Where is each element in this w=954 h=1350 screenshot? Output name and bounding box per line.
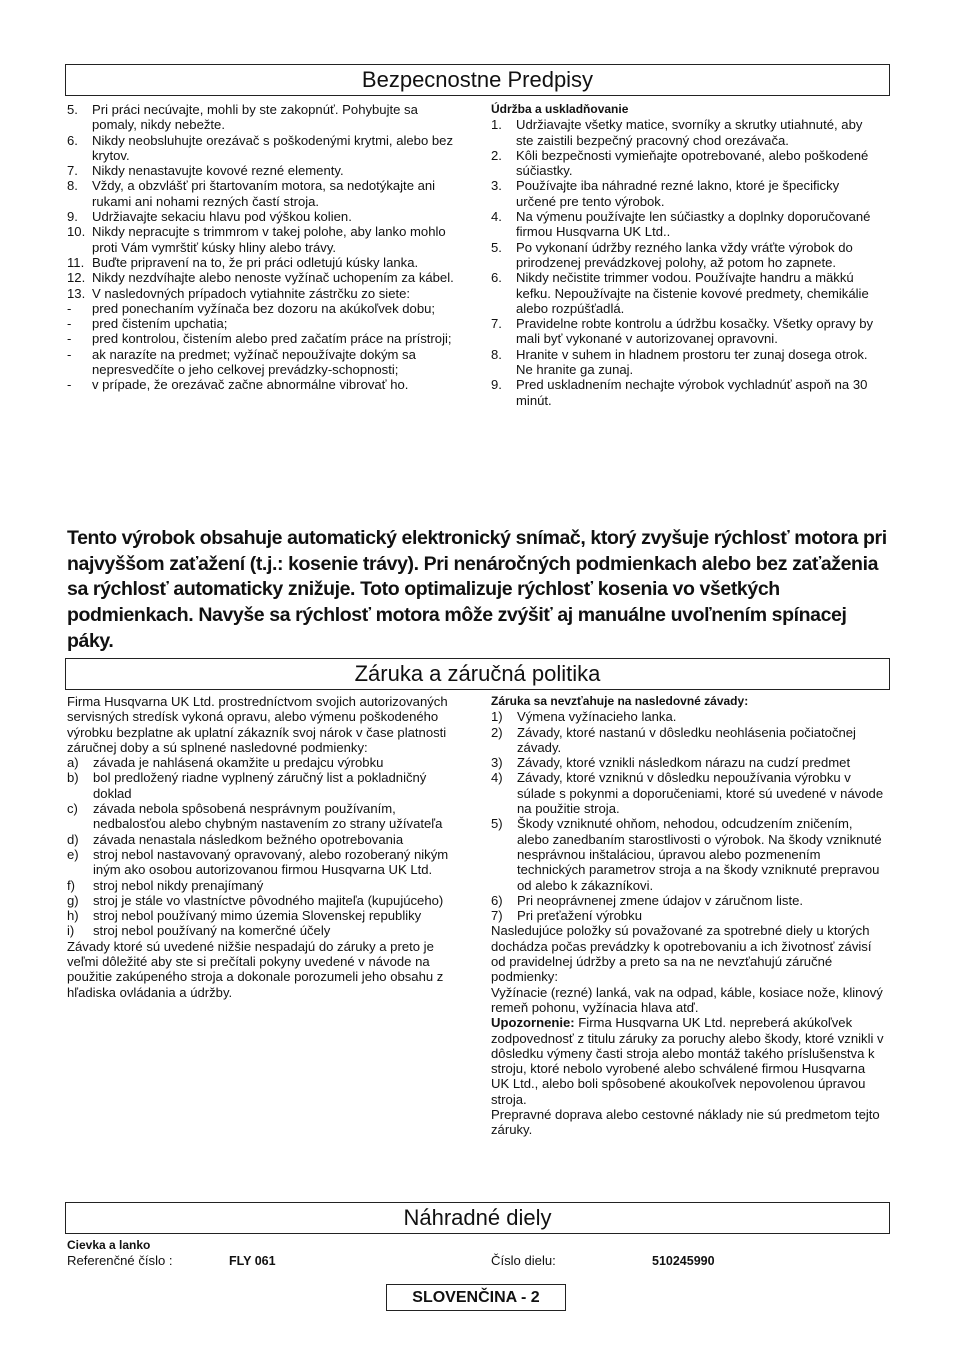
item-text: Buďte pripravení na to, že pri práci odletujú kúsky lanka. bbox=[92, 254, 419, 270]
item-text: Používajte iba náhradné rezné lakno, ktoré je špecificky určené pre tento výrobok. bbox=[516, 178, 840, 209]
list-item bbox=[67, 908, 467, 923]
item-marker: 1. bbox=[491, 117, 502, 133]
spares-title-box bbox=[65, 1202, 890, 1234]
exclusions-list bbox=[491, 709, 886, 923]
item-marker: 4) bbox=[491, 770, 503, 786]
item-text: závada je nahlásená okamžite u predajcu výrobku bbox=[93, 755, 384, 771]
list-item bbox=[491, 347, 881, 378]
item-marker: h) bbox=[67, 908, 79, 924]
list-item bbox=[491, 148, 881, 179]
item-text: Po vykonaní údržby rezného lanka vždy vráťte výrobok do prirodzenej prevádzkovej polohy, až potom ho zapnete. bbox=[516, 239, 853, 270]
list-item bbox=[491, 725, 886, 756]
list-item bbox=[67, 133, 464, 164]
item-text: Hranite v suhem in hladnem prostoru ter zunaj dosega otrok. Ne hranite ga zunaj. bbox=[516, 346, 868, 378]
item-marker: - bbox=[67, 331, 72, 347]
item-text: Výmena vyžínacieho lanka. bbox=[517, 709, 677, 725]
item-text: závada nenastala následkom bežného opotrebovania bbox=[93, 831, 404, 847]
item-marker: 2. bbox=[491, 147, 502, 163]
item-text: Nikdy nezdvíhajte alebo nenoste vyžínač uchopením za kábel. bbox=[92, 270, 454, 286]
item-marker: g) bbox=[67, 892, 79, 908]
item-text: Nikdy nepracujte s trimmrom v takej polohe, aby lanko mohlo proti Vám vymrštiť kúsky hliny alebo trávy. bbox=[92, 224, 446, 255]
list-item bbox=[67, 832, 467, 847]
item-marker: 7) bbox=[491, 908, 503, 924]
item-marker: 9. bbox=[491, 377, 502, 393]
item-marker: 3. bbox=[491, 178, 502, 194]
list-item bbox=[491, 908, 886, 923]
warranty-right-column bbox=[491, 694, 886, 1138]
item-marker: 12. bbox=[67, 270, 86, 286]
item-text: bol predložený riadne vyplnený záručný list a pokladničný doklad bbox=[93, 770, 427, 801]
item-marker: - bbox=[67, 346, 72, 362]
item-marker: 7. bbox=[491, 316, 502, 332]
item-marker: 8. bbox=[491, 346, 502, 362]
warning-label: Upozornenie: bbox=[491, 1015, 575, 1031]
warranty-outro: Závady ktoré sú uvedené nižšie nespadajú do záruky a preto je veľmi dôležité aby ste si prečítali pokyny uvedené v návode na použitie zakúpeného stroja a dokonale porozumeli jeho obsahu z hľadiska ovládania a údržby. bbox=[67, 938, 444, 1000]
item-marker: 4. bbox=[491, 209, 502, 225]
part-label: Číslo dielu: bbox=[491, 1253, 556, 1268]
warning-paragraph bbox=[491, 1015, 886, 1107]
item-marker: 9. bbox=[67, 209, 78, 225]
item-text: stroj je stále vo vlastníctve pôvodného majiteľa (kupujúceho) bbox=[93, 892, 444, 908]
item-marker: 7. bbox=[67, 163, 78, 179]
item-marker: 13. bbox=[67, 285, 86, 301]
list-item bbox=[67, 102, 464, 133]
list-item bbox=[491, 709, 886, 724]
list-item bbox=[67, 178, 464, 209]
item-text: Pri neoprávnenej zmene údajov v záručnom liste. bbox=[517, 892, 804, 908]
safety-left-list bbox=[67, 102, 464, 393]
item-text: Závady, ktoré vzniknú v dôsledku nepoužívania výrobku v súlade s pokynmi a doporučeniami, ktoré sú uvedené v návode na použitie stroja. bbox=[517, 770, 884, 817]
item-marker: 6. bbox=[491, 270, 502, 286]
item-marker: f) bbox=[67, 877, 75, 893]
item-marker: 5. bbox=[491, 239, 502, 255]
list-item bbox=[67, 377, 464, 392]
list-item bbox=[67, 209, 464, 224]
item-text: Pri preťažení výrobku bbox=[517, 908, 642, 924]
list-item bbox=[67, 878, 467, 893]
list-item bbox=[67, 923, 467, 938]
list-item bbox=[491, 117, 881, 148]
list-item bbox=[491, 377, 881, 408]
item-marker: 3) bbox=[491, 755, 503, 771]
exclusions-heading: Záruka sa nevzťahuje na nasledovné závady: bbox=[491, 694, 749, 708]
item-text: stroj nebol používaný mimo územia Slovenskej republiky bbox=[93, 908, 422, 924]
item-marker: 2) bbox=[491, 724, 503, 740]
notice-text: Tento výrobok obsahuje automatický elektronický snímač, ktorý zvyšuje rýchlosť motora pri najvyššom zaťažení (t.j.: kosenie trávy). Pri nenáročných podmienkach alebo bez zaťaženia sa rýchlosť automaticky znižuje. Toto optimalizuje rýchlosť kosenia vo všetkých podmienkach. Navyše sa rýchlosť motora môže zvýšiť aj manuálne uvoľnením spínacej páky. bbox=[67, 527, 887, 652]
list-item bbox=[491, 209, 881, 240]
item-marker: 6) bbox=[491, 892, 503, 908]
list-item bbox=[491, 316, 881, 347]
item-marker: b) bbox=[67, 770, 79, 786]
item-text: Škody vzniknuté ohňom, nehodou, odcudzením zničením, alebo zanedbaním starostlivosti o výrobok. Na škody vzniknuté nesprávnou inštaláciou, úpravou alebo pozmenením technických parametrov stroja a na škody vzniknuté prepravou od alebo k zákazníkovi. bbox=[517, 816, 882, 893]
list-item bbox=[67, 316, 464, 331]
item-text: ak narazíte na predmet; vyžínač nepoužívajte dokým sa nepresvedčíte o jeho celkovej prevádzky-schopnosti; bbox=[92, 346, 416, 378]
maintenance-heading: Údržba a uskladňovanie bbox=[491, 102, 629, 116]
warranty-title-box bbox=[65, 658, 890, 690]
warning-text: Firma Husqvarna UK Ltd. nepreberá akúkoľvek zodpovednosť z titulu záruky za poruchy alebo škody, ktoré vznikli v dôsledku výmeny časti stroja alebo montáž takého príslušenstva k stroju, ktoré nebolo vyrobené alebo schválené firmou Husqvarna UK Ltd., alebo boli spôsobené akoukoľvek nepovolenou úpravou stroja. bbox=[491, 1015, 884, 1107]
page-footer-label: SLOVENČINA - 2 bbox=[412, 1289, 540, 1306]
item-text: pred čistením upchatia; bbox=[92, 316, 228, 332]
maintenance-column bbox=[491, 102, 881, 408]
list-item bbox=[491, 893, 886, 908]
list-item bbox=[67, 893, 467, 908]
item-text: stroj nebol nastavovaný opravovaný, alebo rozoberaný nikým iným ako osobou autorizovanou firmou Husqvarna UK Ltd. bbox=[93, 846, 449, 878]
list-item bbox=[67, 755, 467, 770]
consumables-list-text: Vyžínacie (rezné) lanká, vak na odpad, káble, kosiace nože, klinový remeň pohonu, vyžínacia hlava atď. bbox=[491, 984, 883, 1015]
list-item bbox=[67, 224, 464, 255]
item-marker: 10. bbox=[67, 224, 86, 240]
list-item bbox=[67, 286, 464, 301]
item-text: závada nebola spôsobená nesprávnym používaním, nedbalosťou alebo chybným nastavením zo strany užívateľa bbox=[93, 801, 443, 832]
item-text: Nikdy nečistite trimmer vodou. Používajte handru a mäkkú kefku. Nepoužívajte na čistenie kovové predmety, chemikálie alebo rozpúšťadlá. bbox=[516, 270, 869, 316]
item-marker: 6. bbox=[67, 132, 78, 148]
item-text: Pravidelne robte kontrolu a údržbu kosačky. Všetky opravy by mali byť vykonané v autorizovanej opravovni. bbox=[516, 316, 874, 347]
consumables-text: Nasledujúce položky sú považované za spotrebné diely u ktorých dochádza počas prevádzky k opotrebovaniu a ich životnosť závisí od pravidelnej údržby a preto sa na ne nevzťahujú záručné podmienky: bbox=[491, 923, 872, 985]
item-text: Kôli bezpečnosti vymieňajte opotrebované, alebo poškodené súčiastky. bbox=[516, 147, 869, 179]
ref-label: Referenčné číslo : bbox=[67, 1253, 173, 1268]
item-marker: - bbox=[67, 377, 72, 393]
part-value: 510245990 bbox=[652, 1254, 715, 1268]
list-item bbox=[491, 816, 886, 892]
item-text: Závady, ktoré vznikli následkom nárazu na cudzí predmet bbox=[517, 755, 851, 771]
list-item bbox=[67, 770, 467, 801]
item-marker: 1) bbox=[491, 709, 503, 725]
warranty-conditions-list bbox=[67, 755, 467, 939]
list-item bbox=[67, 331, 464, 346]
transport-costs-text: Prepravné doprava alebo cestovné náklady nie sú predmetom tejto záruky. bbox=[491, 1107, 880, 1138]
warranty-title: Záruka a záručná politika bbox=[354, 661, 601, 686]
list-item bbox=[67, 847, 467, 878]
item-marker: c) bbox=[67, 801, 78, 817]
ref-value: FLY 061 bbox=[229, 1254, 276, 1268]
list-item bbox=[67, 270, 464, 285]
item-marker: e) bbox=[67, 846, 79, 862]
item-text: Závady, ktoré nastanú v dôsledku neohlásenia počiatočnej závady. bbox=[517, 724, 856, 755]
list-item bbox=[67, 163, 464, 178]
item-text: pred ponechaním vyžínača bez dozoru na akúkoľvek dobu; bbox=[92, 300, 436, 316]
item-text: stroj nebol nikdy prenajímaný bbox=[93, 877, 264, 893]
item-text: Pred uskladnením nechajte výrobok vychladnúť aspoň na 30 minút. bbox=[516, 377, 868, 408]
item-text: stroj nebol používaný na komerčné účely bbox=[93, 923, 331, 939]
list-item bbox=[491, 178, 881, 209]
list-item bbox=[67, 301, 464, 316]
list-item bbox=[491, 755, 886, 770]
item-marker: 11. bbox=[67, 254, 85, 270]
item-marker: a) bbox=[67, 755, 79, 771]
item-text: Nikdy neobsluhujte orezávač s poškodenými krytmi, alebo bez krytov. bbox=[92, 132, 453, 163]
item-text: V nasledovných prípadoch vytiahnite zástrčku zo siete: bbox=[92, 285, 411, 301]
list-item bbox=[67, 801, 467, 832]
list-item bbox=[491, 240, 881, 271]
item-marker: i) bbox=[67, 923, 75, 939]
item-text: Vždy, a obzvlášť pri štartovaním motora, sa nedotýkajte ani rukami ani nohami rezných častí stroja. bbox=[92, 178, 436, 209]
page-footer bbox=[386, 1284, 566, 1311]
safety-title-box bbox=[65, 64, 890, 96]
item-marker: - bbox=[67, 316, 72, 332]
spares-title: Náhradné diely bbox=[403, 1205, 552, 1230]
item-marker: 5) bbox=[491, 816, 503, 832]
item-text: Pri práci necúvajte, mohli by ste zakopnúť. Pohybujte sa pomaly, nikdy nebežte. bbox=[92, 102, 418, 133]
item-marker: 5. bbox=[67, 102, 78, 117]
list-item bbox=[491, 770, 886, 816]
item-text: Nikdy nenastavujte kovové rezné elementy. bbox=[92, 163, 344, 179]
warranty-intro: Firma Husqvarna UK Ltd. prostredníctvom svojich autorizovaných servisných stredísk vykoná opravu, alebo výmenu poškodeného výrobku bezplatne ak uplatní zákazník svoj nárok v čase platnosti záručnej doby a sú splnené nasledovné podmienky: bbox=[67, 694, 448, 755]
item-text: pred kontrolou, čistením alebo pred začatím práce na prístroji; bbox=[92, 331, 452, 347]
item-text: Na výmenu používajte len súčiastky a doplnky doporučované firmou Husqvarna UK Ltd.. bbox=[516, 209, 871, 240]
warranty-left-column bbox=[67, 694, 467, 1000]
item-marker: - bbox=[67, 300, 72, 316]
list-item bbox=[67, 347, 464, 378]
list-item bbox=[67, 255, 464, 270]
item-text: Udržiavajte všetky matice, svorníky a skrutky utiahnuté, aby ste zaistili bezpečný pracovný chod orezávača. bbox=[516, 117, 863, 148]
item-marker: 8. bbox=[67, 178, 78, 194]
item-marker: d) bbox=[67, 831, 79, 847]
list-item bbox=[491, 270, 881, 316]
spares-heading: Cievka a lanko bbox=[67, 1238, 151, 1252]
maintenance-list bbox=[491, 117, 881, 408]
safety-title: Bezpecnostne Predpisy bbox=[361, 67, 594, 92]
item-text: v prípade, že orezávač začne abnormálne vibrovať ho. bbox=[92, 377, 409, 393]
item-text: Udržiavajte sekaciu hlavu pod výškou kolien. bbox=[92, 209, 352, 225]
